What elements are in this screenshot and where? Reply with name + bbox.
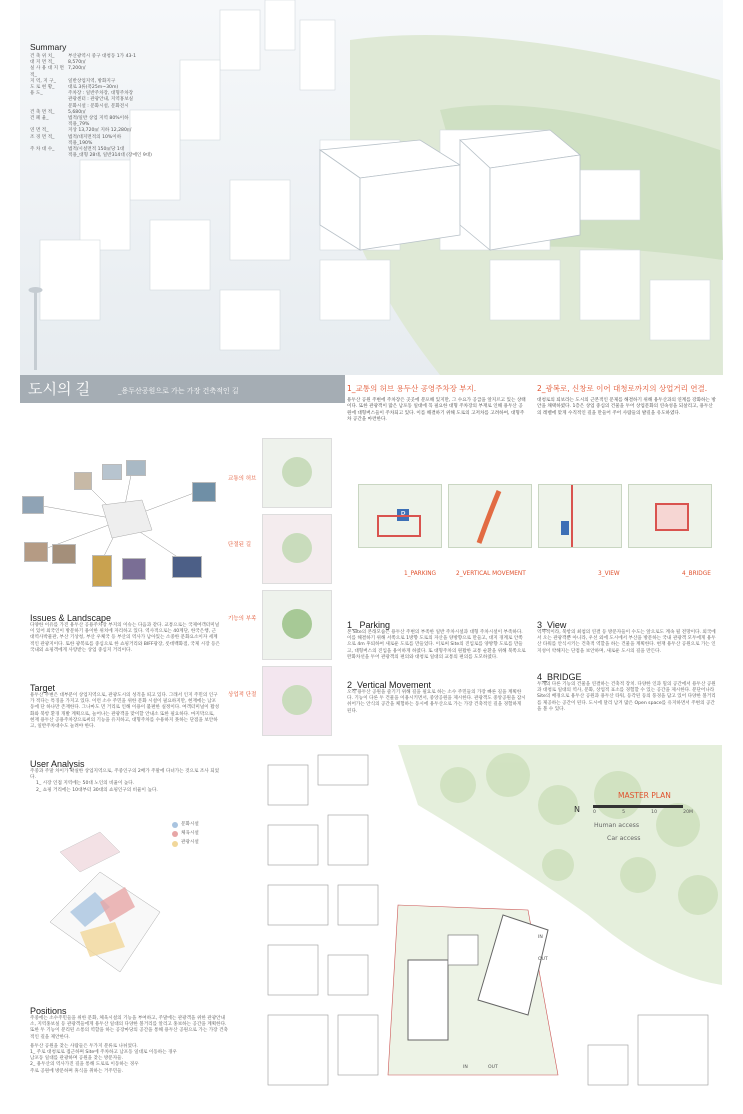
scale-bar: [593, 805, 683, 808]
summary-value: 관광센터 : 관광안내, 지역홍보실: [68, 97, 134, 103]
photo: [74, 472, 92, 490]
out-label: OUT: [538, 957, 548, 962]
summary-value: 적용_79%: [68, 122, 90, 128]
scale-label: 20M: [683, 810, 693, 815]
section1-heading: 1_교통의 허브 용두산 공영주차장 부지.: [347, 384, 477, 393]
vertical-title: 2_Vertical Movement: [347, 680, 432, 690]
user-body: 주중과 주말 차이가 확실한 상업지역으로, 주중인구의 2배가 주말에 다녀가는 것으로 조사 되었다.: [30, 769, 220, 781]
out-label: OUT: [488, 1065, 498, 1070]
human-access-label: Human access: [594, 822, 640, 829]
vertical-body: 오직 용두산 공원을 즐기기 위해 길을 필요로 하는 소수 주민들의 가장 빠른 길을 계획한다. 기능이 다른 두 건물을 이용시키면서, 중앙공원을 제시한다. 관광객도 중앙공원을 잠시 쉬어가는 안식의 공간을 체험하는 동시에 용두산으로 가는 가장 건축적인 길을 경험하게 된다.: [347, 690, 526, 714]
section2-body: 대청로의 퇴보라는 도시의 근본적인 문제를 해결하기 위해 용두산과의 연계를 강화하는 방안을 채택하였다. 1층은 상업 중심의 건물을 두어 상업문화의 연속성을 되살리고, 용두산의 레벨에 맞게 수직적인 길을 만들어 주어 사람들의 발길을 유도하였다.: [537, 398, 716, 416]
view-block: [561, 521, 569, 535]
summary-value: 적용_대형 28대, 일반314대 (장애인 9대): [68, 153, 152, 159]
summary-value: 5,680㎡: [68, 109, 86, 115]
masterplan-title: MASTER PLAN: [618, 791, 671, 800]
summary-key: 건 폐 율_: [30, 116, 49, 122]
legend-item: [172, 840, 199, 846]
summary-value: 문화시설 : 문화시설, 문화전시: [68, 103, 129, 109]
summary-key: 건 축 위 치_: [30, 54, 55, 59]
side-label: 기능의 부족: [228, 616, 257, 622]
banner-subtitle: _용두산공원으로 가는 가장 건축적인 길: [118, 387, 239, 395]
summary-row: [30, 66, 230, 78]
scale-label: 0: [593, 810, 596, 815]
diagram-label: 4_BRIDGE: [682, 571, 711, 577]
summary-rows: [30, 54, 230, 159]
diagram-label: 2_VERTICAL MOVEMENT: [456, 571, 526, 577]
in-label: IN: [538, 935, 543, 940]
view-block-text: [537, 620, 717, 655]
summary-title: Summary: [30, 42, 67, 52]
legend-label: 관광시설: [181, 840, 199, 846]
target-block: [30, 683, 220, 730]
master-plan: [258, 745, 722, 1097]
positions-list-item: 주로 공원에 방문하며 휴식을 취하는 거주민들.: [30, 1068, 124, 1074]
summary-key: 도 로 현 황_: [30, 85, 55, 91]
positions-list-item: 1_ 주로 대청로로 접근하며 Site에 주차하고 남포동 일대로 이동하는 경우: [30, 1050, 177, 1056]
summary-value: 적용_190%: [68, 140, 93, 146]
diagram-parking: [358, 484, 442, 548]
issues-body: 다양한 이유를 가진 용두산 공용주차장 부지의 이슈는 다음과 같다. 교통으로는 국제여객터미널이 있어 외국인이 방문하기 용이한 위치에 자리하고 있다. 역사적으로는 40계단, 한국은행, 근대역사박물관, 부산 기상청, 부산 우체국 등 부산의 역사가 남아있는 소중한 문화요소이자 세계적인 관광지이다. 또한 광복로를 중심으로 한 쇼핑거리와 BIFF광장, 롯데백화점, 국제 시장 등은 국내외 쇼핑객에게 사랑받는 상업 중심지 거리이다.: [30, 623, 220, 653]
positions-block: [30, 1006, 230, 1075]
positions-list-item: 남포동 일대를 관광하며 공원을 찾는 방문자들.: [30, 1056, 124, 1062]
diagram-label: 3_VIEW: [598, 571, 620, 577]
photo: [92, 555, 112, 587]
section2-heading: 2_광복로, 신창로 이어 대청로까지의 상업거리 연결.: [537, 384, 708, 393]
banner-title: 도시의 길: [28, 381, 91, 398]
summary-key: 연 면 적_: [30, 128, 49, 134]
user-map-graphic: [40, 812, 170, 982]
summary-key: 실 사 용 대 지 면 적_: [30, 66, 64, 78]
issues-title: Issues & Landscape: [30, 613, 112, 623]
diagram-view: [538, 484, 622, 548]
target-title: Target: [30, 683, 56, 693]
legend-item: [172, 822, 199, 828]
positions-list-item: 2_ 용두산의 역사가진 길을 통해 도로로 이동하는 경우: [30, 1062, 139, 1068]
summary-key: 조 경 면 적_: [30, 134, 55, 140]
bridge-block: [537, 672, 717, 713]
user-title: User Analysis: [30, 759, 85, 769]
bridge-title: 4_BRIDGE: [537, 672, 582, 682]
photo: [122, 558, 146, 580]
photo: [24, 542, 48, 562]
summary-value: 지상 13,720㎡ 지하 12,280㎡: [68, 128, 132, 134]
diagram-vertical: [448, 484, 532, 548]
bridge-shape: [655, 503, 689, 531]
positions-title: Positions: [30, 1006, 67, 1016]
view-line: [571, 485, 573, 547]
user-map: [40, 812, 170, 982]
positions-body2: 용두산 공원을 찾는 사람들은 두가지 분류로 나뉘었다.: [30, 1043, 138, 1049]
north-arrow: [574, 805, 580, 814]
photo: [22, 496, 44, 514]
photo: [126, 460, 146, 476]
positions-body: 주중에는 소수주민들을 위한 문화, 체육시설의 기능을 부여하고, 주말에는 관광객을 위한 관광안내소, 지역홍보실 등 관광객들에게 용두산 일대의 다양한 볼거리를 알리고 홍보하는 공간을 계획한다. 또한 두 기능이 분리된 소통의 역할을 하는 공장마당의 공간을 통해 용두산 공원으로 가는 가장 건축적인 길을 제안한다.: [30, 1016, 228, 1040]
diagram-bridge: [628, 484, 712, 548]
view-body: 역사적이라, 북항의 최첨의 연결 등 방문자들이 수도는 앞으로도 계속 될 전망이다. 외국에서 오는 관광객뿐 아니라, 우선 외에 도시에서 부산을 방문하는 국내 관광객 모두에게 용두산 타워를 안식시키는 건축적 역할을 하는 건물을 계획한다. 현재 용두산 공원으로 가는 인지성이 약해지는 단점을 보안하며, 새로운 도시의 길을 만든다.: [537, 630, 716, 654]
site-map: [262, 666, 332, 736]
user-list-item: 2_ 쇼핑 거리에는 10대부터 30대의 쇼핑인구의 비율이 높다.: [36, 787, 158, 793]
parking-title: 1_ Parking: [347, 620, 391, 630]
legend-swatch: [172, 822, 178, 828]
parking-block: [347, 620, 527, 661]
summary-key: 주 차 대 수_: [30, 147, 55, 153]
summary-value: 일반상업지역, 방화지구: [68, 78, 116, 84]
legend-swatch: [172, 841, 178, 847]
parking-body: 본 Site의 본래모습은 용두산 주변의 부족한 일반 주차시설과 대형 주차시설이 부족하다. 이를 해결하기 위해 서쪽으로 1방향 도로의 자산을 양방향으로 만들고, 대지 경계로 안쪽으로 4m 후퇴하여 새로운 도로를 만들었다. 이로써 Site의 진입로를 양방향 도로를 만들고, 대형버스의 진입을 용이하게 하였다. 또 대형주차의 원활한 교통 순환을 위해 북쪽으로 완화차선을 두어 관광객의 편의와 대청로 일대의 교통의 편의를 도모하였다.: [347, 630, 526, 660]
north-label: N: [574, 805, 580, 814]
user-list-item: 1_ 시장 인접 지역에는 50대 노인의 비율이 높다.: [36, 781, 135, 787]
photo: [52, 544, 76, 564]
summary-block: [30, 42, 230, 159]
site-map: [262, 438, 332, 508]
vertical-block: [347, 680, 527, 715]
legend-item: [172, 831, 199, 837]
summary-key: 지 역, 지 구_: [30, 78, 56, 84]
in-label: IN: [463, 1065, 468, 1070]
scale-label: 10: [651, 810, 658, 815]
summary-value: 8,570㎡: [68, 60, 86, 66]
photo: [102, 464, 122, 480]
scale-labels: [593, 810, 693, 816]
bridge-body: 두개의 다른 기능의 건물을 연결하는 건축적 장치. 다양한 인과 밀의 공간에서 용두산 공원과 대청로 일대의 역사, 문화, 상업적 표소를 경험할 수 있는 공간을 제시한다. 분단어나라 Site의 배경으로 용두산 공원과 용두산 타워, 등각된 등의 풍경을 담고 있어 다양한 볼거리를 제공하는 공간이 된다. 도시에 달리 남겨 많은 Open space를 유지하면서 주변의 공간을 볼 수 있다.: [537, 682, 716, 712]
vertical-arrow: [449, 485, 531, 547]
summary-key: 용 도_: [30, 91, 43, 97]
legend-label: 문화시설: [181, 822, 199, 827]
site-map: [262, 514, 332, 584]
summary-value: 법적/대지면적의 10%이하: [68, 134, 122, 140]
scale-label: 5: [622, 810, 626, 815]
photo: [172, 556, 202, 578]
target-body: 용두산 주변은 대부분이 상업지역으로, 관광도시의 성격을 띄고 있다. 그래서 인지 주민의 인구가 적다는 특징을 가지고 있다. 이런 소수 주민을 위한 문화 시설이 필요하지만, 현재에는 남포동에 단 하나만 존재한다. 그나마도 먼 거리로 인해 이용이 불편한 실정이다. 여객터미널이 활성화와 북항 환경 개발 계획으로, 늘어나는 관광객을 맞이할 안내소 또한 필요하다. 마지막으로, 현재 용두산 공용주차장으로써의 기능을 유지하고, 대형주차를 수용하지 못하는 단점을 보안하고, 일반주차대수도 늘려야 한다.: [30, 693, 220, 730]
summary-value: 법적/시설면적 150㎡당 1대: [68, 147, 125, 153]
user-legend: [172, 822, 199, 847]
side-label: 교통의 허브: [228, 476, 257, 482]
issues-block: [30, 613, 220, 654]
parking-icon: P: [397, 509, 409, 521]
summary-value: 대로 3류(폭25m~30m): [68, 85, 119, 91]
photo-collage: [22, 460, 222, 590]
summary-key: 건 축 면 적_: [30, 109, 55, 115]
summary-value: 부산광역시 중구 대청동 1가 43-1: [68, 54, 137, 59]
summary-value: 7,200㎡: [68, 66, 86, 72]
summary-row: [30, 153, 230, 159]
parking-building: [377, 515, 421, 537]
summary-key: 대 지 면 적_: [30, 60, 55, 66]
legend-swatch: [172, 831, 178, 837]
user-block: [30, 759, 220, 794]
summary-value: 주차장 : 일반주차장, 대형주차장: [68, 91, 134, 97]
diagram-label: 1_PARKING: [404, 571, 437, 577]
view-title: 3_View: [537, 620, 567, 630]
summary-value: 법적/일반 상업 지역 80%이하: [68, 116, 129, 122]
site-map-stack: [262, 438, 332, 738]
side-label: 상업적 단절: [228, 692, 257, 698]
legend-label: 체육시설: [181, 831, 199, 837]
side-label: 단절된 길: [228, 542, 252, 548]
summary-key: [30, 153, 68, 159]
photo: [192, 482, 216, 502]
section1-body: 용두산 공원 주변에 주차장은 곳곳에 분포해 있지만, 그 수요가 공급을 앞지르고 있는 상태이다. 또한 관광객이 많은 남포동 일대에 꼭 필요한 대형 주차장의 부재로 인해 용두산 공원에 대형버스들이 주차되고 있다. 이를 해결하기 위해 도로의 고저차를 고려하여, 대형주차 공간을 마련한다.: [347, 398, 526, 423]
car-access-label: Car access: [607, 835, 641, 842]
site-map: [262, 590, 332, 660]
